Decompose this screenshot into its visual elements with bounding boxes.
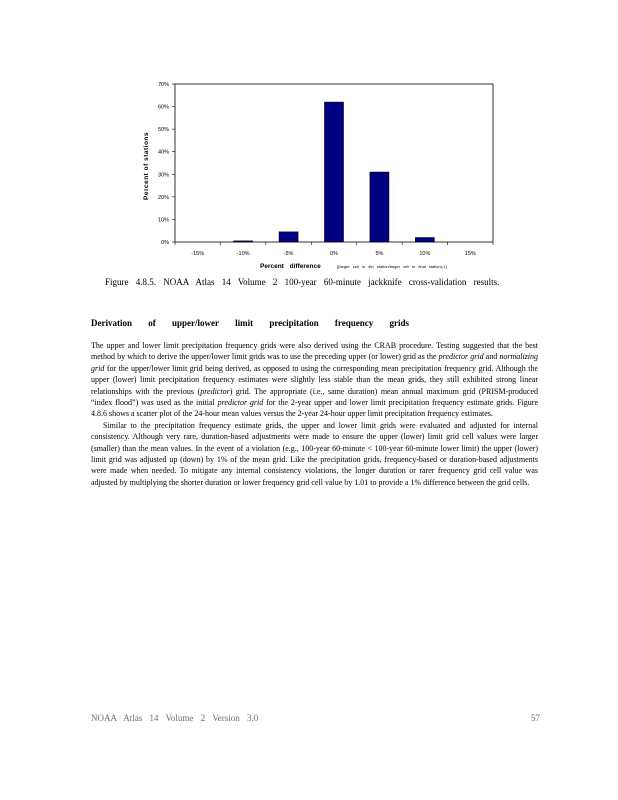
x-tick-label: -10%	[236, 251, 250, 257]
body-text	[91, 340, 538, 488]
bar--10%	[234, 241, 253, 242]
y-tick-label: 70%	[157, 82, 169, 88]
y-tick-label: 10%	[157, 217, 169, 224]
page-footer	[91, 713, 540, 723]
y-tick-label: 40%	[157, 149, 169, 156]
x-tick-label: 5%	[375, 251, 384, 257]
bar-0%	[324, 102, 343, 242]
x-tick-label: -5%	[283, 251, 294, 257]
y-tick-label: 50%	[157, 127, 169, 134]
figure-caption: Figure 4.8.5. NOAA Atlas 14 Volume 2 100-year 60-minute jackknife cross-validation results.	[105, 277, 500, 287]
x-tick-label: -15%	[191, 251, 205, 257]
section-heading: Derivation of upper/lower limit precipitation frequency grids	[91, 318, 409, 328]
paragraph-2: Similar to the precipitation frequency estimate grids, the upper and lower limit grids were evaluated and adjusted for internal consistency. Although very rare, duration-based adjustments were made to ensure the upper (lower) limit grid cell values were larger (smaller) than the mean values. In the event of a violation (e.g., 100-year 60-minute < 100-year 60-minute lower limit) the upper (lower) limit grid was adjusted up (down) by 1% of the mean grid. Like the precipitation grids, frequency-based or duration-based adjustments were made when needed. To mitigate any internal consistency violations, the longer duration or rarer frequency grid cell value was adjusted by multiplying the shorter duration or lower frequency grid cell value by 1.01 to provide a 1% difference between the grid cells.	[91, 420, 538, 487]
y-axis-ticks	[158, 82, 175, 246]
page-number: 57	[531, 713, 540, 723]
x-tick-label: 15%	[464, 251, 476, 257]
x-axis-ticks	[175, 242, 493, 257]
y-axis-label: Percent of stations	[143, 131, 150, 201]
y-tick-label: 30%	[157, 172, 169, 179]
x-axis-label: Percent difference	[260, 263, 321, 270]
footer-title: NOAA Atlas 14 Volume 2 Version 3.0	[91, 713, 259, 723]
x-tick-label: 10%	[419, 251, 431, 257]
x-axis-note: [(larger cell in 4th station/larger cell in final station)-1]	[337, 264, 447, 269]
histogram-chart	[120, 78, 500, 273]
y-tick-label: 60%	[157, 104, 169, 111]
y-tick-label: 0%	[161, 240, 169, 246]
bar--5%	[279, 232, 298, 242]
bars	[234, 102, 435, 242]
paragraph-1: The upper and lower limit precipitation frequency grids were also derived using the CRAB procedure. Testing suggested that the best method by which to derive the upper/lower limit grids was to use the preceding upper (or lower) grid as the predictor grid and normalizing grid for the upper/lower limit grid being derived, as opposed to using the corresponding mean precipitation frequency grid. Although the upper (lower) limit precipitation frequency estimates were slightly less stable than the mean grids, they still exhibited strong linear relationships with the previous (predictor) grid. The appropriate (i.e., same duration) mean annual maximum grid (PRISM-produced “index flood”) was used as the initial predictor grid for the 2-year upper and lower limit precipitation frequency estimate grids. Figure 4.8.6 shows a scatter plot of the 24-hour mean values versus the 2-year 24-hour upper limit precipitation frequency estimates.	[91, 341, 539, 419]
bar-5%	[370, 172, 389, 242]
x-tick-label: 0%	[330, 251, 338, 257]
bar-10%	[415, 237, 434, 242]
y-tick-label: 20%	[157, 194, 169, 201]
